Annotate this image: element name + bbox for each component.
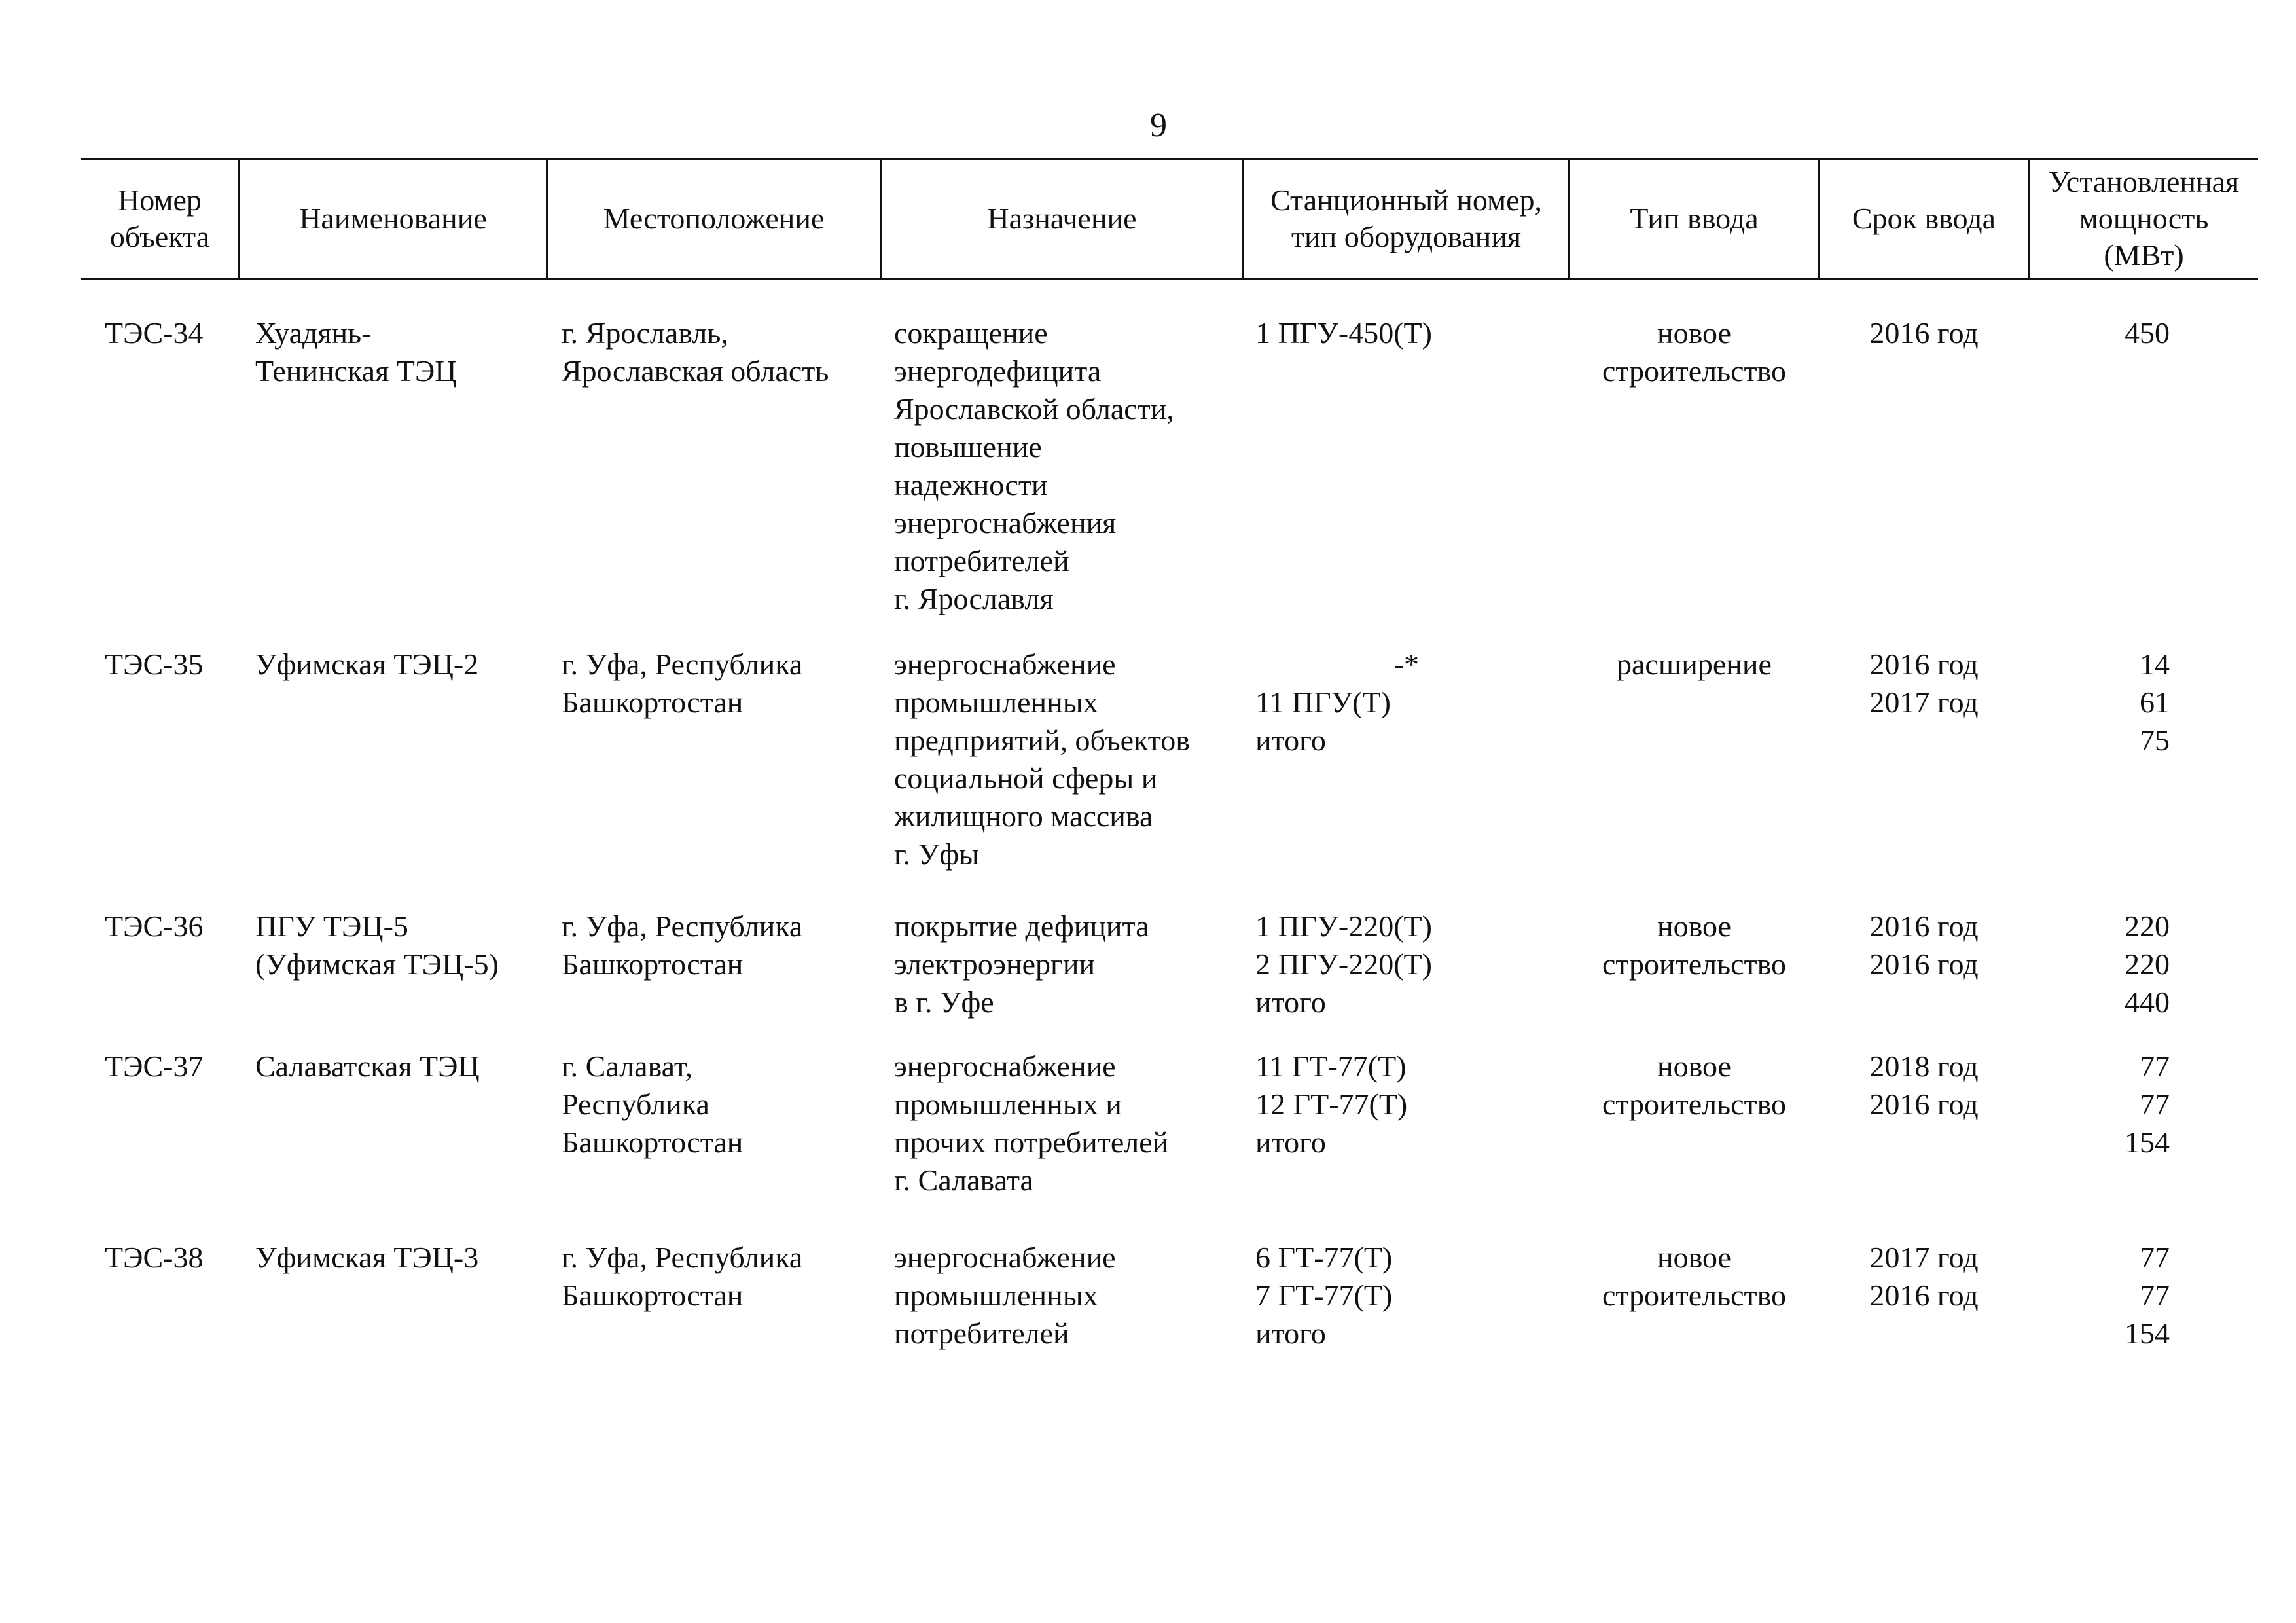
header-capacity: Установленная мощность (МВт) (2048, 165, 2240, 272)
header-purpose: Назначение (987, 202, 1137, 235)
cell-purpose: покрытие дефицита электроэнергии в г. Уфе (894, 909, 1149, 1019)
cell-name: Уфимская ТЭЦ-2 (255, 647, 479, 681)
cell-capacity: 450 (2125, 316, 2170, 350)
cell-term: 2016 год (1869, 316, 1979, 350)
cell-term: 2017 год 2016 год (1869, 1241, 1979, 1312)
cell-object-number: ТЭС-34 (105, 316, 204, 350)
cell-input-type: новое строительство (1602, 1049, 1787, 1121)
cell-capacity: 77 77 154 (2125, 1049, 2170, 1159)
cell-location: г. Уфа, Республика Башкортостан (562, 647, 803, 719)
cell-capacity: 77 77 154 (2125, 1241, 2170, 1350)
cell-purpose: сокращение энергодефицита Ярославской области, повышение надежности энергоснабжения потребителей г. Ярославля (894, 316, 1174, 615)
page-number: 9 (1150, 107, 1167, 144)
cell-name: Уфимская ТЭЦ-3 (255, 1241, 479, 1274)
header-term: Срок ввода (1852, 202, 1996, 235)
header-input-type: Тип ввода (1630, 202, 1759, 235)
cell-name: Хуадянь- Тенинская ТЭЦ (255, 316, 457, 388)
cell-location: г. Уфа, Республика Башкортостан (562, 1241, 803, 1312)
cell-name: Салаватская ТЭЦ (255, 1049, 480, 1083)
cell-input-type: новое строительство (1602, 316, 1787, 388)
cell-term: 2018 год 2016 год (1869, 1049, 1979, 1121)
cell-name: ПГУ ТЭЦ-5 (Уфимская ТЭЦ-5) (255, 909, 499, 981)
cell-equipment: 11 ГТ-77(Т) 12 ГТ-77(Т) итого (1255, 1049, 1408, 1159)
cell-equipment: 11 ПГУ(Т) итого (1255, 685, 1391, 757)
cell-term: 2016 год 2016 год (1869, 909, 1979, 981)
cell-purpose: энергоснабжение промышленных потребителей (894, 1241, 1116, 1350)
header-location: Местоположение (603, 202, 825, 235)
cell-purpose: энергоснабжение промышленных и прочих потребителей г. Салавата (894, 1049, 1169, 1197)
table-header-rule (81, 278, 2258, 280)
header-equipment: Станционный номер, тип оборудования (1270, 183, 1543, 253)
cell-input-type: новое строительство (1602, 909, 1787, 981)
header-object-number: Номер объекта (109, 183, 210, 253)
cell-capacity: 14 61 75 (2140, 647, 2170, 757)
cell-equipment-note: -* (1393, 647, 1419, 681)
cell-purpose: энергоснабжение промышленных предприятий, объектов социальной сферы и жилищного массива г. Уфы (894, 647, 1190, 871)
cell-equipment: 1 ПГУ-450(Т) (1255, 316, 1432, 350)
cell-location: г. Уфа, Республика Башкортостан (562, 909, 803, 981)
cell-term: 2016 год 2017 год (1869, 647, 1979, 719)
cell-location: г. Ярославль, Ярославская область (562, 316, 829, 388)
cell-equipment: 1 ПГУ-220(Т) 2 ПГУ-220(Т) итого (1255, 909, 1432, 1019)
cell-object-number: ТЭС-38 (105, 1241, 204, 1274)
cell-capacity: 220 220 440 (2125, 909, 2170, 1019)
cell-object-number: ТЭС-37 (105, 1049, 204, 1083)
cell-input-type: новое строительство (1602, 1241, 1787, 1312)
cell-input-type: расширение (1617, 647, 1772, 681)
cell-location: г. Салават, Республика Башкортостан (562, 1049, 744, 1159)
header-name: Наименование (299, 202, 487, 235)
cell-object-number: ТЭС-35 (105, 647, 204, 681)
cell-equipment: 6 ГТ-77(Т) 7 ГТ-77(Т) итого (1255, 1241, 1393, 1350)
cell-object-number: ТЭС-36 (105, 909, 204, 943)
